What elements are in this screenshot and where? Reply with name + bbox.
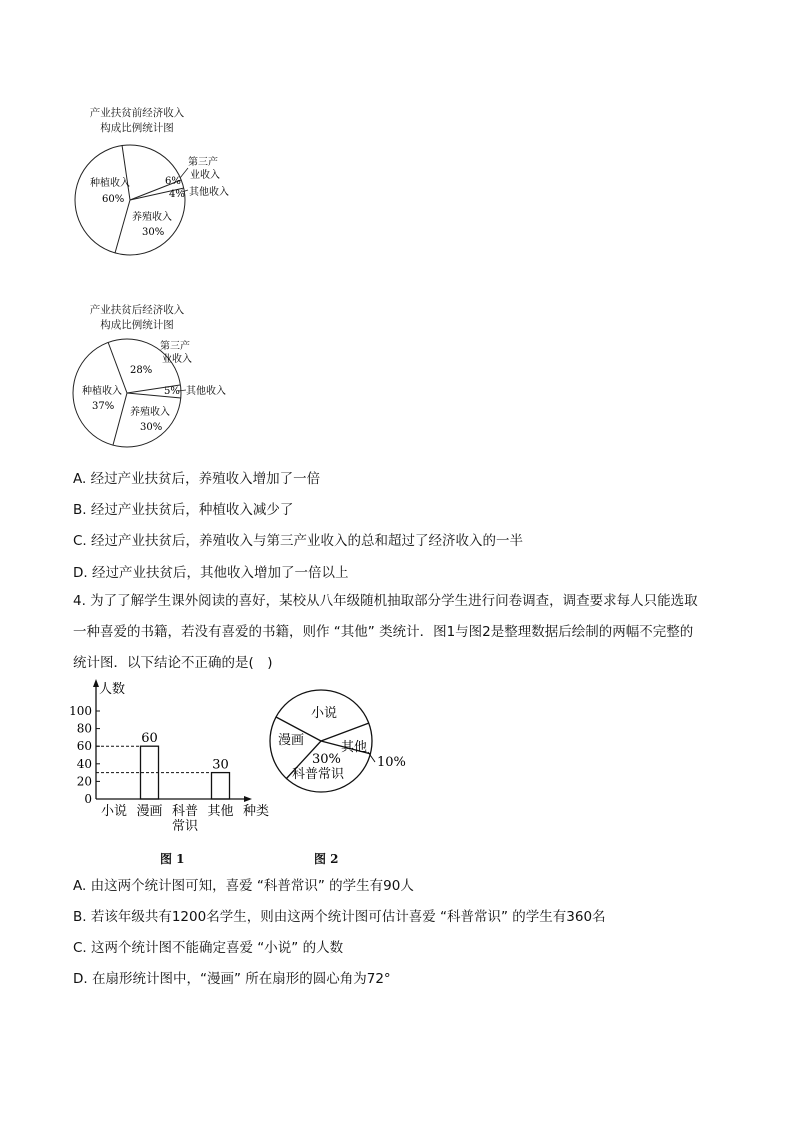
pie1-title-line1: 产业扶贫前经济收入 bbox=[89, 107, 185, 119]
pie1-title-line2: 构成比例统计图 bbox=[100, 122, 174, 134]
pie2-label-breeding: 养殖收入 bbox=[130, 407, 170, 418]
pie1-label-planting: 种植收入 bbox=[90, 178, 130, 189]
bar-x-axis-arrow bbox=[244, 796, 252, 802]
bar-x-tick-label: 常识 bbox=[171, 819, 199, 834]
q4-stem-line3: 统计图．以下结论不正确的是( ) bbox=[73, 655, 273, 671]
bar-x-tick-label: 小说 bbox=[100, 804, 128, 819]
pie1-leader-line bbox=[180, 168, 188, 178]
fig2-value-science: 30% bbox=[312, 752, 341, 767]
q3-option-b: B. 经过产业扶贫后，种植收入减少了 bbox=[73, 502, 294, 518]
bar-data-label: 60 bbox=[141, 731, 158, 747]
pie2-slice-line bbox=[113, 393, 127, 445]
bar-y-tick-label: 80 bbox=[76, 721, 92, 736]
bar-x-label: 种类 bbox=[243, 804, 270, 819]
pie1-value-other: 4% bbox=[169, 189, 185, 200]
q4-option-c: C. 这两个统计图不能确定喜爱 “小说” 的人数 bbox=[73, 940, 344, 956]
bar-其他 bbox=[212, 773, 230, 799]
fig2-value-other: 10% bbox=[377, 755, 406, 770]
bar-chart-fig1 bbox=[68, 675, 283, 840]
pie1-title bbox=[62, 106, 212, 136]
pie-chart-before bbox=[70, 140, 250, 270]
bar-y-tick-label: 40 bbox=[76, 756, 92, 771]
pie2-value-other: 5% bbox=[164, 386, 180, 397]
q4-stem-line1: 4. 为了了解学生课外阅读的喜好，某校从八年级随机抽取部分学生进行问卷调查，调查要求每人只能选取 bbox=[73, 593, 698, 609]
pie2-label-planting: 种植收入 bbox=[82, 386, 122, 397]
bar-y-label: 人数 bbox=[99, 682, 126, 697]
q4-option-a: A. 由这两个统计图可知，喜爱 “科普常识” 的学生有90人 bbox=[73, 878, 414, 894]
bar-x-tick-label: 科普 bbox=[171, 804, 199, 819]
q3-option-c: C. 经过产业扶贫后，养殖收入与第三产业收入的总和超过了经济收入的一半 bbox=[73, 533, 524, 549]
fig2-label-novel: 小说 bbox=[311, 706, 338, 721]
q4-option-d: D. 在扇形统计图中，“漫画” 所在扇形的圆心角为72° bbox=[73, 971, 391, 987]
bar-y-tick-label: 100 bbox=[69, 704, 92, 718]
pie2-label-tertiary-1: 第三产 bbox=[160, 341, 190, 352]
pie2-label-other: 其他收入 bbox=[186, 386, 226, 397]
pie1-value-breeding: 30% bbox=[142, 227, 165, 238]
bar-data-label: 30 bbox=[212, 757, 229, 773]
pie1-value-planting: 60% bbox=[102, 194, 125, 205]
q3-option-d: D. 经过产业扶贫后，其他收入增加了一倍以上 bbox=[73, 565, 349, 581]
bar-y-tick-label: 20 bbox=[76, 774, 92, 789]
bar-y-tick-label: 0 bbox=[84, 792, 92, 806]
pie-chart-fig2 bbox=[268, 688, 418, 798]
fig2-caption: 图 2 bbox=[314, 852, 339, 866]
pie2-label-tertiary-2: 业收入 bbox=[162, 354, 192, 365]
q3-option-a: A. 经过产业扶贫后，养殖收入增加了一倍 bbox=[73, 471, 321, 487]
pie-chart-after bbox=[70, 335, 250, 455]
fig2-label-comic: 漫画 bbox=[278, 733, 305, 748]
pie2-title-line2: 构成比例统计图 bbox=[100, 319, 174, 331]
pie1-slice-line bbox=[115, 200, 130, 253]
bar-x-tick-label: 其他 bbox=[207, 804, 234, 819]
fig2-slice-line bbox=[321, 723, 369, 741]
pie2-title-line1: 产业扶贫后经济收入 bbox=[89, 304, 185, 316]
pie1-label-other: 其他收入 bbox=[189, 187, 229, 198]
pie2-value-tertiary: 28% bbox=[130, 365, 153, 376]
pie1-label-breeding: 养殖收入 bbox=[132, 212, 172, 223]
pie2-value-planting: 37% bbox=[92, 401, 115, 412]
pie1-value-tertiary: 6% bbox=[165, 176, 181, 187]
q4-stem-line2: 一种喜爱的书籍，若没有喜爱的书籍，则作 “其他” 类统计．图1与图2是整理数据后绘制的两幅不完整的 bbox=[73, 624, 694, 640]
pie1-label-tertiary-2: 业收入 bbox=[190, 170, 220, 181]
q4-option-b: B. 若该年级共有1200名学生，则由这两个统计图可估计喜爱 “科普常识” 的学生有360名 bbox=[73, 909, 606, 925]
bar-x-tick-label: 漫画 bbox=[136, 804, 163, 819]
pie2-title bbox=[62, 303, 212, 333]
fig1-caption: 图 1 bbox=[160, 852, 185, 866]
q4-stem bbox=[73, 586, 733, 679]
bar-y-tick-label: 60 bbox=[76, 739, 92, 754]
fig2-label-science: 科普常识 bbox=[292, 767, 345, 782]
fig2-label-other: 其他 bbox=[341, 740, 368, 755]
pie1-label-tertiary-1: 第三产 bbox=[188, 157, 218, 168]
pie2-value-breeding: 30% bbox=[140, 422, 163, 433]
pie1-slice-line bbox=[122, 145, 130, 200]
